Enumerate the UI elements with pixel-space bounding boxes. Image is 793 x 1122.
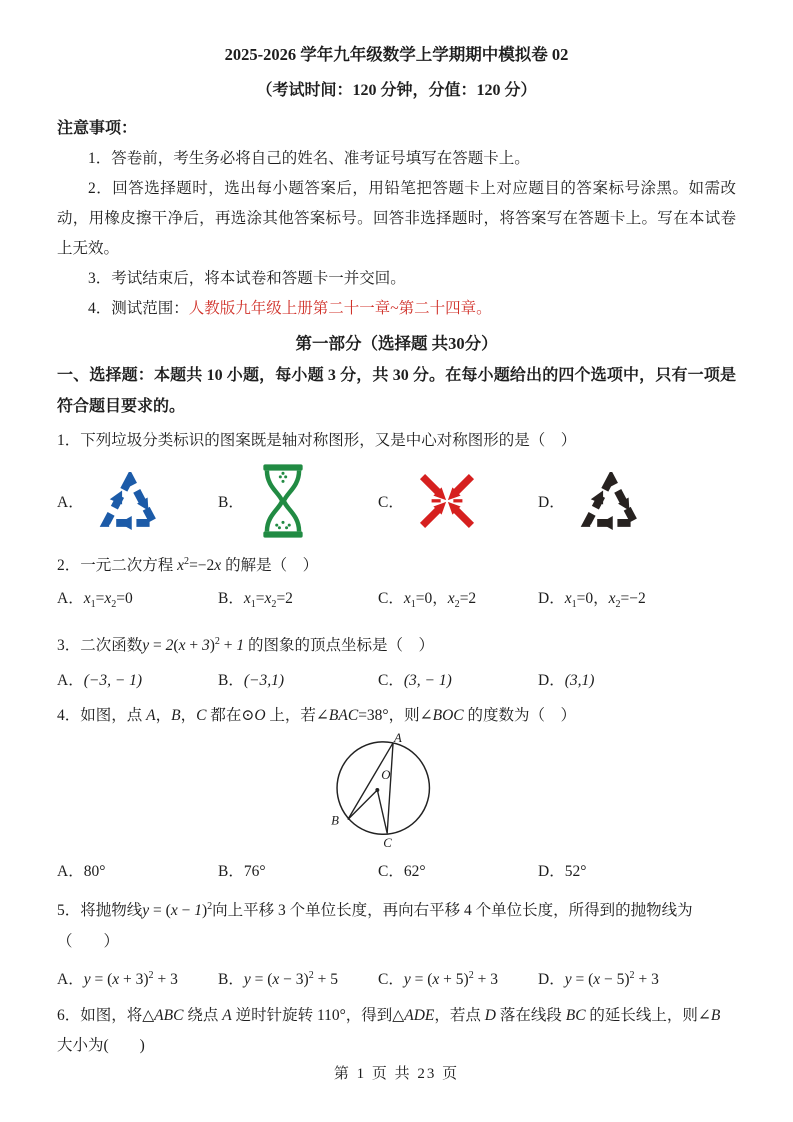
- option-a-label: A．: [57, 494, 84, 511]
- circle-O-diagram: [317, 733, 477, 849]
- notices-heading: 注意事项：: [57, 120, 138, 137]
- question-6-stem: 6．如图，将△ABC 绕点 A 逆时针旋转 110°，得到△ADE，若点 D 落在线段 BC 的延长线上，则∠B 大小为( ): [57, 1006, 721, 1054]
- question-5-option-b: B．$y = (x - 3)^2 + 5$: [218, 969, 338, 988]
- converging-arrows-red-icon: [418, 472, 476, 530]
- question-4-option-b: B．76°: [218, 863, 266, 881]
- option-b-label: B．: [218, 494, 244, 511]
- question-2-option-a: A．$x_1=x_2=0$: [57, 590, 133, 611]
- question-2-option-c: C．$x_1=0$，$x_2=2$: [378, 590, 477, 611]
- question-3-stem: 3．二次函数$y = 2(x + 3)^2 + 1$ 的图象的顶点坐标是（ ）: [57, 636, 435, 655]
- question-4-option-c: C．62°: [378, 863, 426, 881]
- option-d-label: D．: [538, 494, 565, 511]
- figure-label-B: B: [330, 813, 339, 828]
- test-scope-text: 人教版九年级上册第二十一章~第二十四章。: [188, 300, 492, 317]
- notice-item-4-prefix: 4．测试范围：: [88, 300, 189, 317]
- page-footer: 第 1 页 共 23 页: [333, 1066, 460, 1082]
- question-4-option-d: D．52°: [538, 863, 587, 881]
- question-4-option-a: A．80°: [57, 863, 106, 881]
- recycle-triangle-blue-icon: [98, 472, 162, 530]
- question-2-option-b: B．$x_1=x_2=2$: [218, 590, 293, 611]
- question-2-stem: 2．一元二次方程 $x^2=-2x$ 的解是（ ）: [57, 556, 319, 575]
- question-1-option-d: [538, 472, 643, 530]
- page-title: 2025-2026 学年九年级数学上学期期中模拟卷 02: [224, 45, 569, 64]
- question-5-option-a: A．$y = (x + 3)^2 + 3$: [57, 969, 178, 988]
- question-2-option-d: D．$x_1=0$，$x_2=-2$: [538, 590, 646, 611]
- question-1-option-c: [378, 472, 538, 530]
- question-5-option-d: D．$y = (x - 5)^2 + 3$: [538, 969, 659, 988]
- notice-item-4: [57, 294, 736, 324]
- question-1-stem: 1．下列垃圾分类标识的图案既是轴对称图形，又是中心对称图形的是（ ）: [57, 432, 577, 449]
- question-4-stem: 4．如图，点 A，B，C 都在⊙O 上，若∠BAC=38°，则∠BOC 的度数为（ ）: [57, 707, 577, 725]
- question-3-option-b: B．(−3,1): [218, 672, 285, 690]
- question-3-option-c: C．(3, − 1): [378, 672, 452, 690]
- recycle-triangle-black-icon: [579, 472, 643, 530]
- question-5-answer-bracket: （ ）: [57, 932, 120, 950]
- question-1-options: [57, 459, 736, 543]
- section1-heading: 第一部分（选择题 共30分）: [295, 334, 498, 353]
- notice-item-3: 3．考试结束后，将本试卷和答题卡一并交回。: [88, 270, 406, 287]
- page-subtitle: （考试时间：120 分钟，分值：120 分）: [256, 82, 537, 99]
- hourglass-ribbon-green-icon: [258, 463, 308, 539]
- notice-item-2: 2．回答选择题时，选出每小题答案后，用铅笔把答题卡上对应题目的答案标号涂黑。如需改动，用橡皮擦干净后，再选涂其他答案标号。回答非选择题时，将答案写在答题卡上。写在本试卷上无效。: [57, 180, 736, 257]
- section1-intro: 一、选择题：本题共 10 小题，每小题 3 分，共 30 分。在每小题给出的四个选项中，只有一项是符合题目要求的。: [57, 367, 736, 415]
- question-1-option-b: [218, 463, 378, 539]
- question-5-options: [57, 959, 736, 997]
- question-4-options: [57, 856, 736, 888]
- question-5-stem: 5．将抛物线$y = (x - 1)^2$向上平移 3 个单位长度，再向右平移 4 个单位长度，所得到的抛物线为: [57, 901, 693, 920]
- question-3-option-d: D．(3,1): [538, 672, 595, 690]
- question-3-options: [57, 665, 736, 697]
- question-3-option-a: A．(−3, − 1): [57, 672, 143, 690]
- figure-label-C: C: [382, 836, 392, 850]
- question-5-option-c: C．$y = (x + 5)^2 + 3$: [378, 969, 498, 988]
- question-4-figure: [317, 733, 477, 854]
- notice-item-1: 1．答卷前，考生务必将自己的姓名、准考证号填写在答题卡上。: [88, 150, 530, 167]
- option-c-label: C．: [378, 494, 404, 511]
- question-2-options: [57, 583, 736, 621]
- figure-label-A: A: [393, 733, 402, 746]
- figure-label-O: O: [380, 768, 391, 783]
- question-1-option-a: [57, 472, 218, 530]
